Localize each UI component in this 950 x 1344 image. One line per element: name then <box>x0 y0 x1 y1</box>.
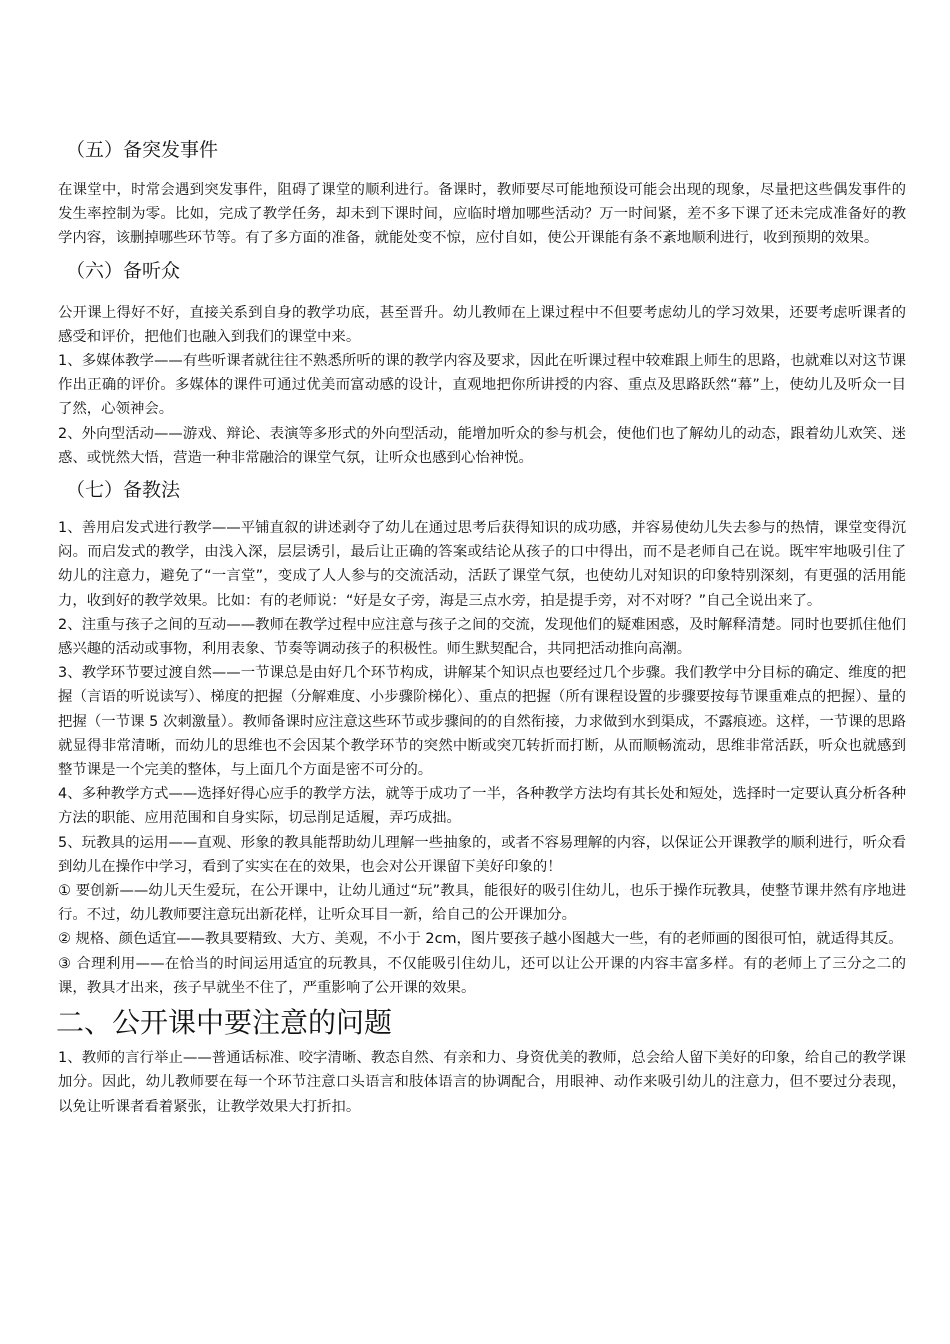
section-heading-6: （六）备听众 <box>66 259 181 282</box>
paragraph: 1、多媒体教学——有些听课者就往往不熟悉所听的课的教学内容及要求，因此在听课过程中较难跟上师生的思路，也就难以对这节课作出正确的评价。多媒体的课件可通过优美而富动感的设计，直观地把你所讲授的内容、重点及思路跃然“幕”上，使幼儿及听众一目了然，心领神会。 <box>58 353 906 418</box>
paragraph: 5、玩教具的运用——直观、形象的教具能帮助幼儿理解一些抽象的，或者不容易理解的内容，以保证公开课教学的顺利进行，听众看到幼儿在操作中学习，看到了实实在在的效果，也会对公开课留下美好印象的！ <box>58 834 906 875</box>
paragraph: 1、教师的言行举止——普通话标准、咬字清晰、教态自然、有亲和力、身资优美的教师，总会给人留下美好的印象，给自己的教学课加分。因此，幼儿教师要在每一个环节注意口头语言和肢体语言的协调配合，用眼神、动作来吸引幼儿的注意力，但不要过分表现，以免让听课者看着紧张，让教学效果大打折扣。 <box>58 1050 906 1115</box>
paragraph: 3、教学环节要过渡自然——一节课总是由好几个环节构成，讲解某个知识点也要经过几个步骤。我们教学中分目标的确定、维度的把握（言语的听说读写）、梯度的把握（分解难度、小步骤阶梯化）、重点的把握（所有课程设置的步骤要按每节课重难点的把握）、量的把握（一节课 5 次刺激量）。教师备课时应注意这些环节或步骤间的的自然衔接，力求做到水到渠成，不露痕迹。这样，一节课的思路就显得非常清晰，而幼儿的思维也不会因某个教学环节的突然中断或突兀转折而打断，从而顺畅流动，思维非常活跃，听众也就感到整节课是一个完美的整体，与上面几个方面是密不可分的。 <box>58 665 906 779</box>
document-body <box>58 136 906 1119</box>
paragraph: 4、多种教学方式——选择好得心应手的教学方法，就等于成功了一半，各种教学方法均有其长处和短处，选择时一定要认真分析各种方法的职能、应用范围和自身实际，切忌削足适履，弄巧成拙。 <box>58 786 906 827</box>
paragraph: 公开课上得好不好，直接关系到自身的教学功底，甚至晋升。幼儿教师在上课过程中不但要考虑幼儿的学习效果，还要考虑听课者的感受和评价，把他们也融入到我们的课堂中来。 <box>58 304 906 345</box>
paragraph: ② 规格、颜色适宜——教具要精致、大方、美观，不小于 2cm，图片要孩子越小图越大一些，有的老师画的图很可怕，就适得其反。 <box>58 931 903 948</box>
section-heading-5: （五）备突发事件 <box>66 139 219 161</box>
part-heading-2: 二、公开课中要注意的问题 <box>56 1006 393 1040</box>
paragraph: ③ 合理利用——在恰当的时间运用适宜的玩教具，不仅能吸引住幼儿，还可以让公开课的内容丰富多样。有的老师上了三分之二的课，教具才出来，孩子早就坐不住了，严重影响了公开课的效果。 <box>58 955 906 996</box>
paragraph: 2、注重与孩子之间的互动——教师在教学过程中应注意与孩子之间的交流，发现他们的疑难困惑，及时解释清楚。同时也要抓住他们感兴趣的活动或事物，利用表象、节奏等调动孩子的积极性。师生默契配合，共同把活动推向高潮。 <box>58 616 906 658</box>
paragraph: 在课堂中，时常会遇到突发事件，阻碍了课堂的顺利进行。备课时，教师要尽可能地预设可能会出现的现象，尽量把这些偶发事件的发生率控制为零。比如，完成了教学任务，却未到下课时间，应临时增加哪些活动？万一时间紧，差不多下课了还未完成准备好的教学内容，该删掉哪些环节等。有了多方面的准备，就能处变不惊，应付自如，使公开课能有条不紊地顺利进行，收到预期的效果。 <box>58 182 906 247</box>
paragraph: 1、善用启发式进行教学——平铺直叙的讲述剥夺了幼儿在通过思考后获得知识的成功感，并容易使幼儿失去参与的热情，课堂变得沉闷。而启发式的教学，由浅入深，层层诱引，最后让正确的答案或结论从孩子的口中得出，而不是老师自己在说。既牢牢地吸引住了幼儿的注意力，避免了“一言堂”，变成了人人参与的交流活动，活跃了课堂气氛，也使幼儿对知识的印象特别深刻，有更强的活用能力，收到好的教学效果。比如：有的老师说：“好是女子旁，海是三点水旁，拍是提手旁，对不对呀？”自己全说出来了。 <box>58 520 906 609</box>
paragraph: 2、外向型活动——游戏、辩论、表演等多形式的外向型活动，能增加听众的参与机会，使他们也了解幼儿的动态，跟着幼儿欢笑、迷惑、或恍然大悟，营造一种非常融洽的课堂气氛，让听众也感到心怡神悦。 <box>58 425 906 466</box>
section-heading-7: （七）备教法 <box>66 479 181 502</box>
paragraph: ① 要创新——幼儿天生爱玩，在公开课中，让幼儿通过“玩”教具，能很好的吸引住幼儿，也乐于操作玩教具，使整节课井然有序地进行。不过，幼儿教师要注意玩出新花样，让听众耳目一新，给自己的公开课加分。 <box>58 883 906 924</box>
